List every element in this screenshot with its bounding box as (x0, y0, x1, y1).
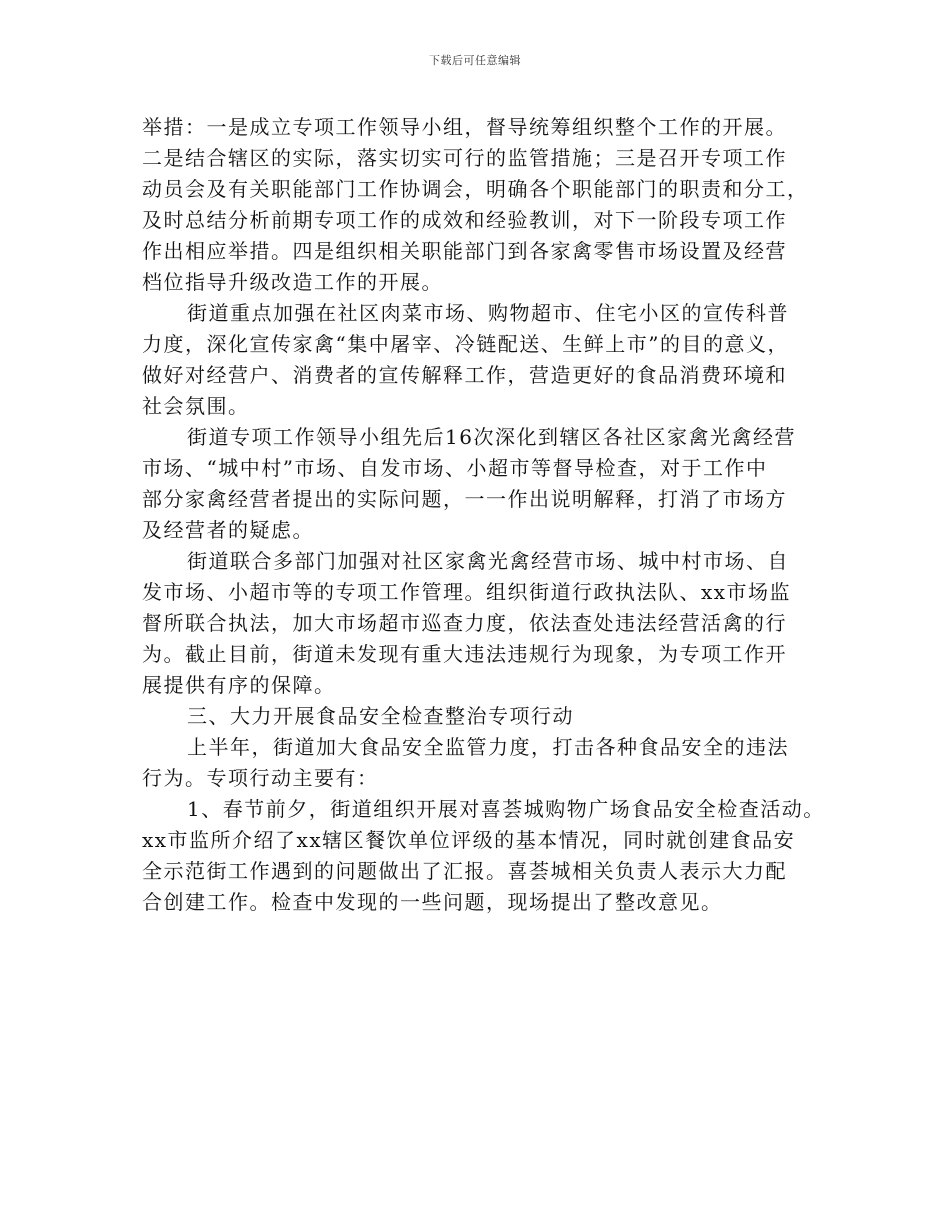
text-line: 街道专项工作领导小组先后16次深化到辖区各社区家禽光禽经营 (187, 425, 796, 449)
text-line: 力度，深化宣传家禽“集中屠宰、冷链配送、生鲜上市”的目的意义， (142, 332, 789, 356)
paragraph (142, 298, 842, 422)
document-body (142, 112, 842, 918)
text-line: 及经营者的疑虑。 (142, 518, 314, 542)
text-line: 社会氛围。 (142, 394, 250, 418)
text-line: 发市场、小超市等的专项工作管理。组织街道行政执法队、xx市场监 (142, 580, 792, 604)
text-line: 部分家禽经营者提出的实际问题，一一作出说明解释，打消了市场方 (142, 487, 787, 511)
text-line: 合创建工作。检查中发现的一些问题，现场提出了整改意见。 (142, 890, 723, 914)
paragraph (142, 732, 842, 794)
text-line: 做好对经营户、消费者的宣传解释工作，营造更好的食品消费环境和 (142, 363, 787, 387)
paragraph (142, 422, 842, 546)
text-line: 街道联合多部门加强对社区家禽光禽经营市场、城中村市场、自 (187, 549, 789, 573)
text-line: 上半年，街道加大食品安全监管力度，打击各种食品安全的违法 (187, 735, 789, 759)
page-header-note: 下载后可任意编辑 (429, 54, 521, 67)
text-line: 及时总结分析前期专项工作的成效和经验教训，对下一阶段专项工作 (142, 208, 787, 232)
paragraph (142, 546, 842, 701)
text-line: 为。截止目前，街道未发现有重大违法违规行为现象，为专项工作开 (142, 642, 787, 666)
text-line: 全示范街工作遇到的问题做出了汇报。喜荟城相关负责人表示大力配 (142, 859, 787, 883)
text-line: xx市监所介绍了xx辖区餐饮单位评级的基本情况，同时就创建食品安 (142, 828, 796, 852)
section-heading (142, 701, 842, 732)
text-line: 展提供有序的保障。 (142, 673, 336, 697)
text-line: 举措：一是成立专项工作领导小组，督导统筹组织整个工作的开展。 (142, 115, 787, 139)
text-line: 1、春节前夕，街道组织开展对喜荟城购物广场食品安全检查活动。 (187, 797, 825, 821)
section-heading-text: 三、大力开展食品安全检查整治专项行动 (187, 704, 574, 728)
paragraph (142, 794, 842, 918)
paragraph (142, 112, 842, 298)
text-line: 街道重点加强在社区肉菜市场、购物超市、住宅小区的宣传科普 (187, 301, 789, 325)
text-line: 督所联合执法，加大市场超市巡查力度，依法查处违法经营活禽的行 (142, 611, 787, 635)
text-line: 作出相应举措。四是组织相关职能部门到各家禽零售市场设置及经营 (142, 239, 787, 263)
text-line: 动员会及有关职能部门工作协调会，明确各个职能部门的职责和分工， (142, 177, 809, 201)
text-line: 二是结合辖区的实际，落实切实可行的监管措施；三是召开专项工作 (142, 146, 787, 170)
text-line: 市场、“城中村”市场、自发市场、小超市等督导检查，对于工作中 (142, 456, 768, 480)
text-line: 档位指导升级改造工作的开展。 (142, 270, 443, 294)
text-line: 行为。专项行动主要有： (142, 766, 379, 790)
